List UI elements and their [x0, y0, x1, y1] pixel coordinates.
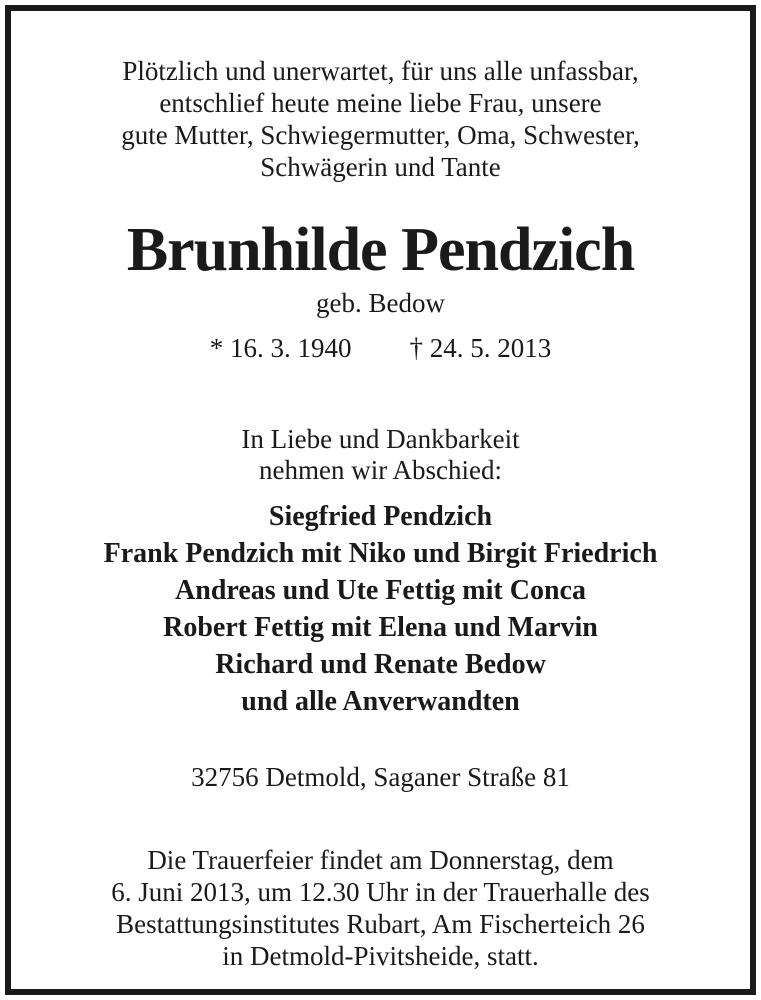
family-member-line: Andreas und Ute Fettig mit Conca [175, 575, 586, 606]
family-member-line: Siegfried Pendzich [268, 501, 493, 532]
funeral-info-line: Die Trauerfeier findet am Donnerstag, dem [147, 845, 614, 875]
funeral-info-line: 6. Juni 2013, um 12.30 Uhr in der Trauerhalle des [111, 877, 650, 907]
birth-date: * 16. 3. 1940 [209, 333, 352, 363]
funeral-info-line: in Detmold-Pivitsheide, statt. [222, 941, 539, 971]
family-member-line: Frank Pendzich mit Niko und Birgit Friedrich [103, 538, 658, 569]
farewell-line: In Liebe und Dankbarkeit [241, 424, 520, 454]
intro-line: gute Mutter, Schwiegermutter, Oma, Schwester, [121, 120, 640, 150]
obituary-notice [5, 5, 756, 995]
family-member-line: Robert Fettig mit Elena und Marvin [163, 612, 598, 643]
funeral-info-line: Bestattungsinstitutes Rubart, Am Fischerteich 26 [116, 909, 645, 939]
address: 32756 Detmold, Saganer Straße 81 [191, 762, 570, 792]
life-dates [11, 332, 750, 364]
intro-line: Plötzlich und unerwartet, für uns alle unfassbar, [122, 56, 639, 86]
birth-name: geb. Bedow [316, 288, 445, 318]
intro-line: Schwägerin und Tante [260, 152, 501, 182]
farewell-line: nehmen wir Abschied: [259, 455, 502, 485]
death-date: † 24. 5. 2013 [409, 333, 552, 363]
family-member-line: und alle Anverwandten [241, 686, 520, 717]
intro-line: entschlief heute meine liebe Frau, unsere [159, 88, 602, 118]
deceased-name: Brunhilde Pendzich [126, 216, 635, 284]
family-member-line: Richard und Renate Bedow [215, 649, 546, 680]
